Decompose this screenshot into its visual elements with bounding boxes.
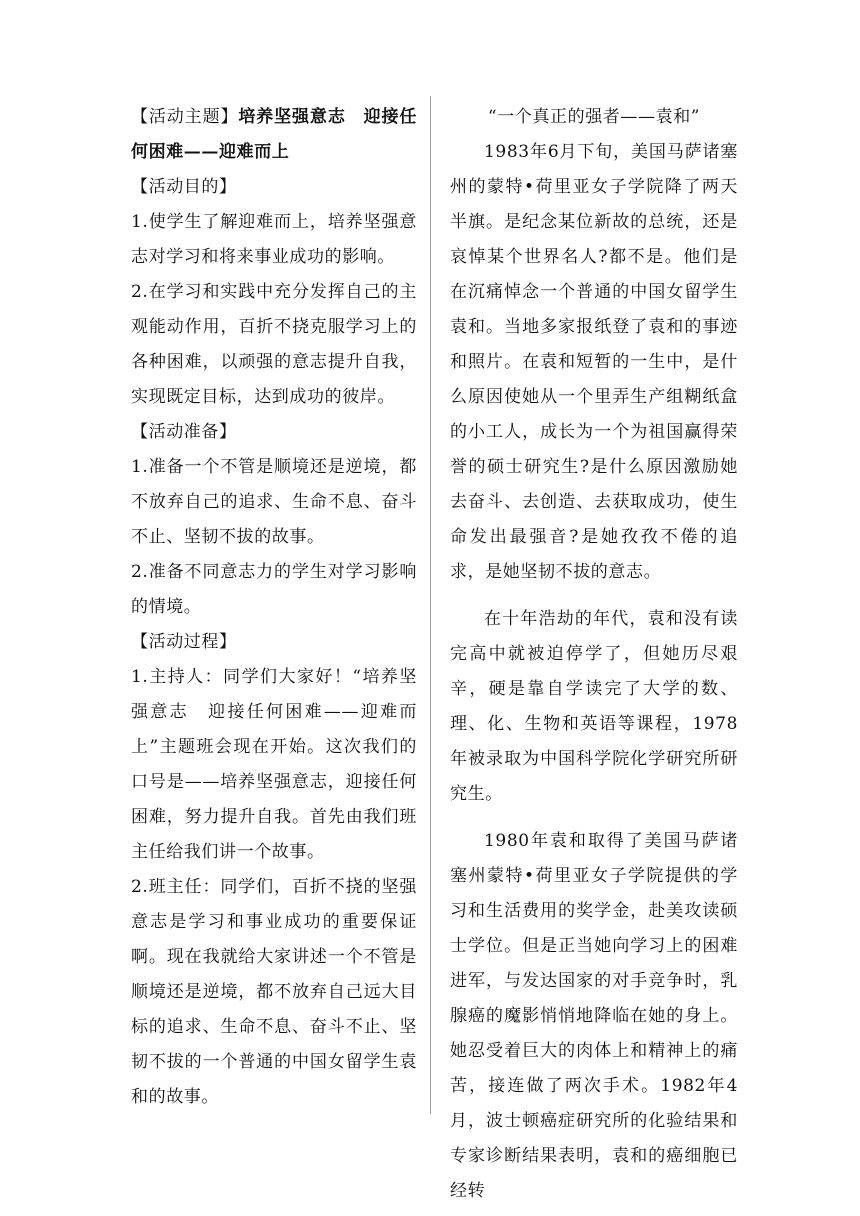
- left-column: [131, 100, 417, 1115]
- prep-item-2: 2.准备不同意志力的学生对学习影响的情境。: [131, 562, 417, 617]
- theme-title: 培养坚强意志 迎接任何困难——迎难而上: [131, 107, 417, 162]
- theme-label: 【活动主题】: [131, 107, 239, 127]
- purpose-heading: 【活动目的】: [131, 177, 237, 197]
- column-divider: [430, 96, 431, 1114]
- purpose-item-2: 2.在学习和实践中充分发挥自己的主观能动作用，百折不挠克服学习上的各种困难，以顽强的意志提升自我，实现既定目标，达到成功的彼岸。: [131, 282, 417, 407]
- prep-item-1: 1.准备一个不管是顺境还是逆境，都不放弃自己的追求、生命不息、奋斗不止、坚韧不拔的故事。: [131, 457, 417, 547]
- story-paragraph-2: 在十年浩劫的年代，袁和没有读完高中就被迫停学了，但她历尽艰辛，硬是靠自学读完了大学的数、理、化、生物和英语等课程，1978年被录取为中国科学院化学研究所研究生。: [450, 609, 738, 804]
- process-item-1: 1.主持人：同学们大家好！“培养坚强意志 迎接任何困难——迎难而上”主题班会现在开始。这次我们的口号是——培养坚强意志，迎接任何困难，努力提升自我。首先由我们班主任给我们讲一个故事。: [131, 667, 417, 862]
- activity-theme: [131, 100, 417, 170]
- prep-heading: 【活动准备】: [131, 422, 237, 442]
- process-item-2: 2.班主任：同学们，百折不挠的坚强意志是学习和事业成功的重要保证啊。现在我就给大家讲述一个不管是顺境还是逆境，都不放弃自己远大目标的追求、生命不息、奋斗不止、坚韧不拔的一个普通的中国女留学生袁和的故事。: [131, 877, 417, 1107]
- story-title: “一个真正的强者——袁和”: [487, 107, 701, 127]
- process-heading: 【活动过程】: [131, 632, 237, 652]
- story-paragraph-1: 1983年6月下旬，美国马萨诸塞州的蒙特•荷里亚女子学院降了两天半旗。是纪念某位新故的总统，还是哀悼某个世界名人?都不是。他们是在沉痛悼念一个普通的中国女留学生袁和。当地多家报纸登了袁和的事迹和照片。在袁和短暂的一生中，是什么原因使她从一个里弄生产组糊纸盒的小工人，成长为一个为祖国赢得荣誉的硕士研究生?是什么原因激励她去奋斗、去创造、去获取成功，使生命发出最强音?是她孜孜不倦的追求，是她坚韧不拔的意志。: [450, 142, 738, 582]
- story-paragraph-3: 1980年袁和取得了美国马萨诸塞州蒙特•荷里亚女子学院提供的学习和生活费用的奖学金，赴美攻读硕士学位。但是正当她向学习上的困难进军，与发达国家的对手竞争时，乳腺癌的魔影悄悄地降临在她的身上。她忍受着巨大的肉体上和精神上的痛苦，接连做了两次手术。1982年4月，波士顿癌症研究所的化验结果和专家诊断结果表明，袁和的癌细胞已经转: [450, 831, 738, 1201]
- purpose-item-1: 1.使学生了解迎难而上，培养坚强意志对学习和将来事业成功的影响。: [131, 212, 417, 267]
- right-column: [450, 100, 738, 1209]
